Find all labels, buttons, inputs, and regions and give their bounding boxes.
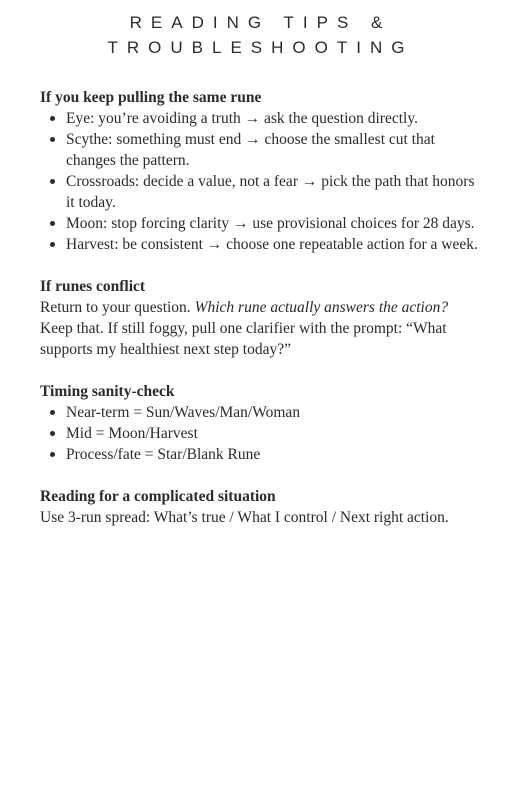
title-line-1: READING TIPS & — [129, 13, 392, 32]
content — [40, 87, 480, 549]
same-rune-list — [40, 108, 480, 255]
paragraph-text: Keep that. If still foggy, pull one clarifier with the prompt: “What supports my healthiest next step today?” — [40, 320, 447, 358]
page-title — [0, 10, 512, 60]
list-item: Scythe: something must end → choose the smallest cut that changes the pattern. — [66, 129, 480, 171]
section-timing — [40, 381, 480, 465]
list-item: Eye: you’re avoiding a truth → ask the question directly. — [66, 108, 480, 129]
timing-list — [40, 402, 480, 465]
complicated-paragraph: Use 3-run spread: What’s true / What I control / Next right action. — [40, 509, 449, 526]
list-item: Near-term = Sun/Waves/Man/Woman — [66, 402, 480, 423]
section-heading: If runes conflict — [40, 278, 146, 295]
section-complicated — [40, 486, 480, 528]
paragraph-italic-text: Which rune actually answers the action? — [194, 299, 449, 316]
section-heading: Reading for a complicated situation — [40, 488, 276, 505]
paragraph-text: Return to your question. — [40, 299, 195, 316]
list-item: Process/fate = Star/Blank Rune — [66, 444, 480, 465]
conflict-paragraph — [40, 297, 480, 360]
section-heading: If you keep pulling the same rune — [40, 89, 262, 106]
list-item: Moon: stop forcing clarity → use provisional choices for 28 days. — [66, 213, 480, 234]
title-line-2: TROUBLESHOOTING — [107, 38, 414, 57]
list-item: Harvest: be consistent → choose one repeatable action for a week. — [66, 234, 480, 255]
list-item: Mid = Moon/Harvest — [66, 423, 480, 444]
section-heading: Timing sanity-check — [40, 383, 175, 400]
list-item: Crossroads: decide a value, not a fear → pick the path that honors it today. — [66, 171, 480, 213]
section-same-rune — [40, 87, 480, 255]
section-conflict — [40, 276, 480, 360]
